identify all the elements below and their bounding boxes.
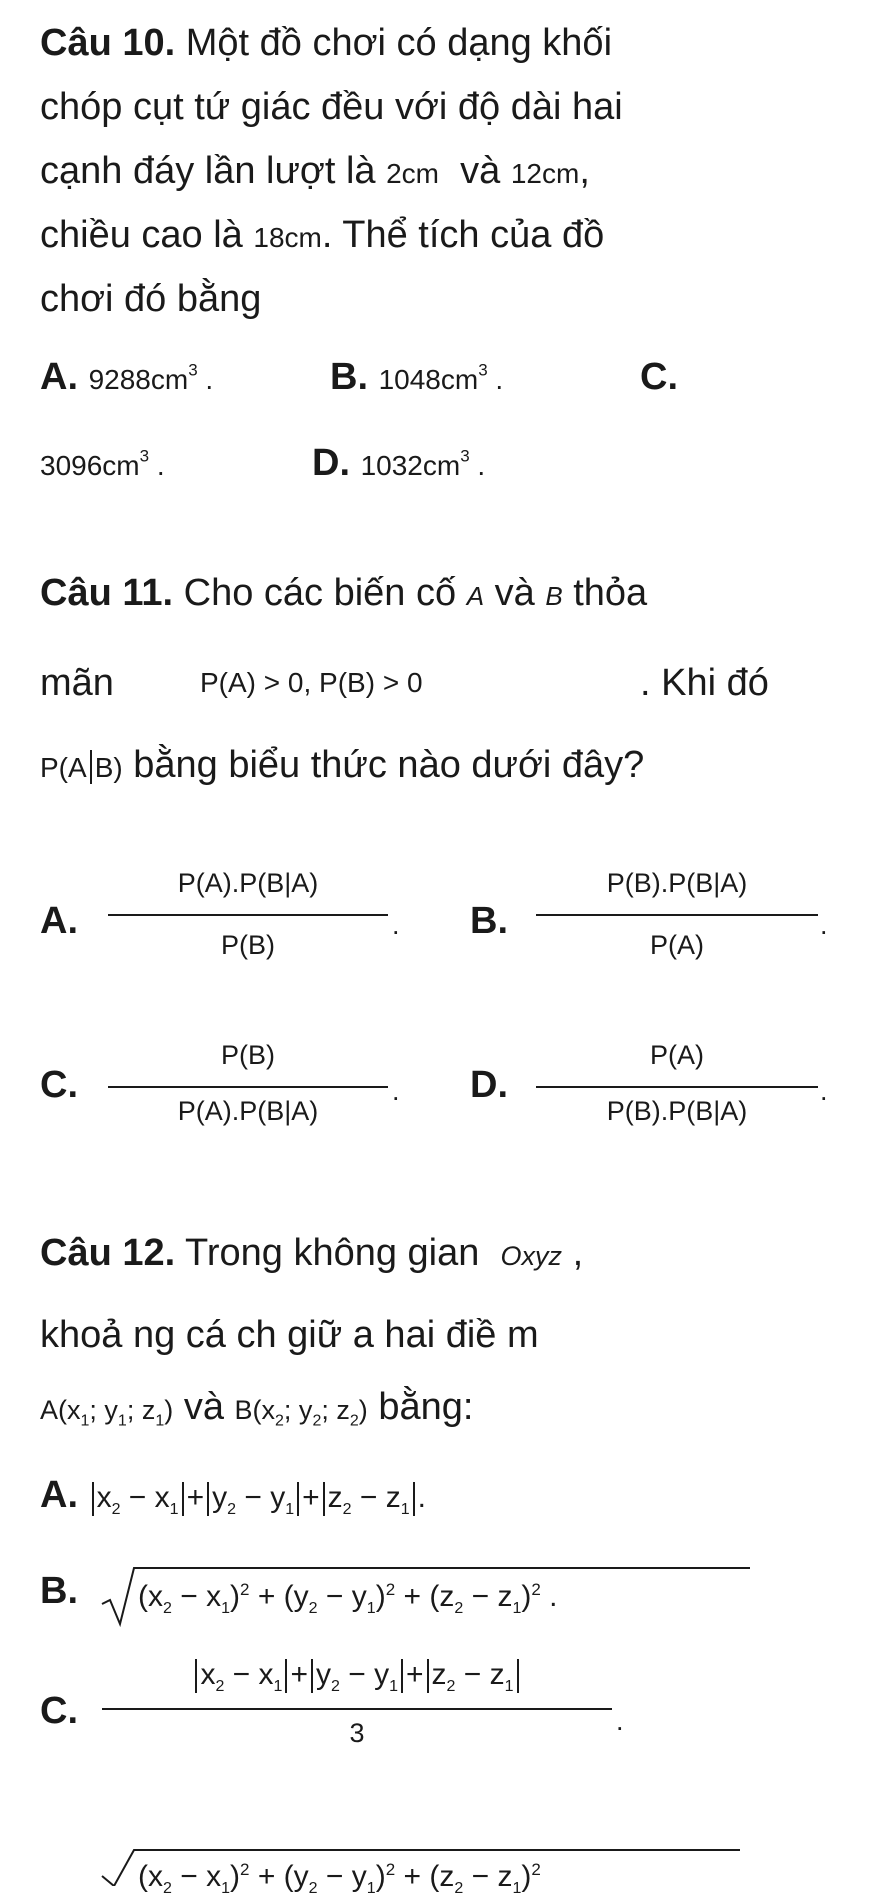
q10-title: Câu 10. xyxy=(40,22,176,64)
q11-option-d-dot: . xyxy=(820,1076,828,1106)
fraction-bar xyxy=(108,1086,388,1088)
conditional-bar xyxy=(90,750,92,784)
q12-and: và xyxy=(183,1386,224,1428)
q11-expr-right: B) xyxy=(94,752,123,783)
q11-option-c-fraction xyxy=(108,1040,388,1150)
q12-comma: , xyxy=(572,1232,584,1274)
q11-option-a-fraction xyxy=(108,868,388,978)
q11-option-a-num: P(A).P(B|A) xyxy=(177,868,319,898)
q11-and: và xyxy=(494,572,535,614)
q11-option-c-label: C. xyxy=(40,1064,78,1106)
q10-option-a-label: A. xyxy=(40,356,78,398)
q11-line3 xyxy=(40,742,644,791)
q11-option-b-label: B. xyxy=(470,900,508,942)
q11-line2 xyxy=(40,660,114,706)
q11-option-b-dot: . xyxy=(820,910,828,940)
q11-title: Câu 11. xyxy=(40,572,174,614)
q10-text-4a: chiều cao là xyxy=(40,214,243,256)
q10-base1: 2cm xyxy=(386,158,440,189)
fraction-bar xyxy=(536,914,818,916)
q11-text-3b: bằng biểu thức nào dưới đây? xyxy=(133,744,645,786)
q11-option-b-num: P(B).P(B|A) xyxy=(606,868,748,898)
q10-option-c-value: 3096cm xyxy=(40,450,140,481)
q12-option-c-den: 3 xyxy=(349,1718,365,1748)
q11-option-d-den: P(B).P(B|A) xyxy=(606,1096,748,1126)
q10-text-1: Một đồ chơi có dạng khối xyxy=(175,22,613,64)
q10-option-c-label-wrap xyxy=(640,354,678,400)
q10-comma: , xyxy=(579,150,590,192)
q11-expr-left: P(A xyxy=(40,752,87,783)
q10-option-d-value: 1032cm xyxy=(360,450,461,481)
q11-var-b: B xyxy=(545,581,563,611)
q10-option-b-value: 1048cm xyxy=(378,364,479,395)
q11-text-2b: . Khi đó xyxy=(640,662,769,704)
q10-option-a-value: 9288cm xyxy=(88,364,189,395)
q12-point-b: $B(x_2$; $y_2$; $z_2$) xyxy=(234,1395,368,1430)
q11-text-1b: thỏa xyxy=(573,572,648,614)
q12-text-3b: bằng: xyxy=(378,1386,474,1428)
q10-option-c-label: C. xyxy=(640,356,678,398)
q12-text-1: Trong không gian xyxy=(175,1232,480,1274)
q10-text-3a: cạnh đáy lần lượt là xyxy=(40,150,376,192)
q11-option-d-num: P(A) xyxy=(650,1040,704,1070)
q10-option-d-label: D. xyxy=(312,442,350,484)
q10-option-b: B. $1048cm^3$ . xyxy=(330,356,504,398)
q10-option-a: A. $9288cm^3$ . xyxy=(40,356,214,398)
q10-line3 xyxy=(40,148,590,197)
q12-line2: khoả ng cá ch giữ a hai điề m xyxy=(40,1314,539,1356)
q11-option-d-label: D. xyxy=(470,1064,508,1106)
q12-option-c-fraction xyxy=(102,1652,612,1772)
q10-option-b-label: B. xyxy=(330,356,368,398)
q10-line4 xyxy=(40,212,604,261)
q12-option-c-num: $x_2 - x_1 + y_2 - y_1 + z_2 - z_1$ xyxy=(102,1652,612,1698)
q12-option-d-expr-partial: $(x_2 - x_1)^2 + (y_2 - y_1)^2 + (z_2 - z_1)^2$ xyxy=(138,1860,541,1897)
q10-height: 18cm xyxy=(253,222,322,253)
q11-option-c-dot: . xyxy=(392,1076,400,1106)
q11-var-a: A xyxy=(466,581,485,611)
q10-option-a-exp: 3 xyxy=(188,360,198,380)
q12-option-c-label: C. xyxy=(40,1690,78,1732)
q10-option-c-exp: 3 xyxy=(139,446,150,466)
q12-option-a-label: A. xyxy=(40,1474,78,1516)
q12-option-b xyxy=(40,1568,78,1614)
q11-option-c-num: P(B) xyxy=(221,1040,275,1070)
q10-line1 xyxy=(40,20,612,66)
fraction-bar xyxy=(108,914,388,916)
q12-point-a: $A(x_1$; $y_1$; $z_1$) xyxy=(40,1395,174,1430)
q12-option-b-expr: $(x_2 - x_1)^2 + (y_2 - y_1)^2 + (z_2 - z_1)^2$ . xyxy=(138,1580,558,1617)
q11-text-2a: mãn xyxy=(40,662,114,704)
q11-condition: P(A) > 0, P(B) > 0 xyxy=(200,667,423,698)
q11-line1 xyxy=(40,570,647,619)
q10-option-d: D. $1032cm^3$ . xyxy=(312,442,486,484)
q11-option-b-fraction xyxy=(536,868,818,978)
q11-option-d-fraction xyxy=(536,1040,818,1150)
q12-space: Oxyz xyxy=(500,1241,563,1271)
q12-line3 xyxy=(40,1384,473,1433)
q12-option-a-expr: $x_2 - x_1 + y_2 - y_1 + z_2 - z_1$ . xyxy=(89,1481,426,1514)
q10-base2: 12cm xyxy=(510,158,580,189)
q12-option-a xyxy=(40,1472,426,1521)
q11-text-1: Cho các biến cố xyxy=(173,572,457,614)
q11-option-a-label: A. xyxy=(40,900,78,942)
q10-line2: chóp cụt tứ giác đều với độ dài hai xyxy=(40,86,623,128)
q10-option-b-exp: 3 xyxy=(478,360,488,380)
q12-option-b-label: B. xyxy=(40,1570,78,1612)
q10-option-c: $3096cm^3$ . xyxy=(40,446,165,481)
q10-text-4b: . Thể tích của đồ xyxy=(321,214,605,256)
q12-title: Câu 12. xyxy=(40,1232,176,1274)
q10-and: và xyxy=(460,150,501,192)
q11-option-c-den: P(A).P(B|A) xyxy=(177,1096,319,1126)
q10-option-d-exp: 3 xyxy=(460,446,470,466)
q11-option-a-den: P(B) xyxy=(221,930,275,960)
fraction-bar xyxy=(536,1086,818,1088)
q12-option-c-dot: . xyxy=(616,1706,624,1736)
q10-line5: chơi đó bằng xyxy=(40,278,262,320)
q11-option-b-den: P(A) xyxy=(650,930,704,960)
q12-line1 xyxy=(40,1230,583,1279)
q11-option-a-dot: . xyxy=(392,910,400,940)
fraction-bar xyxy=(102,1708,612,1710)
